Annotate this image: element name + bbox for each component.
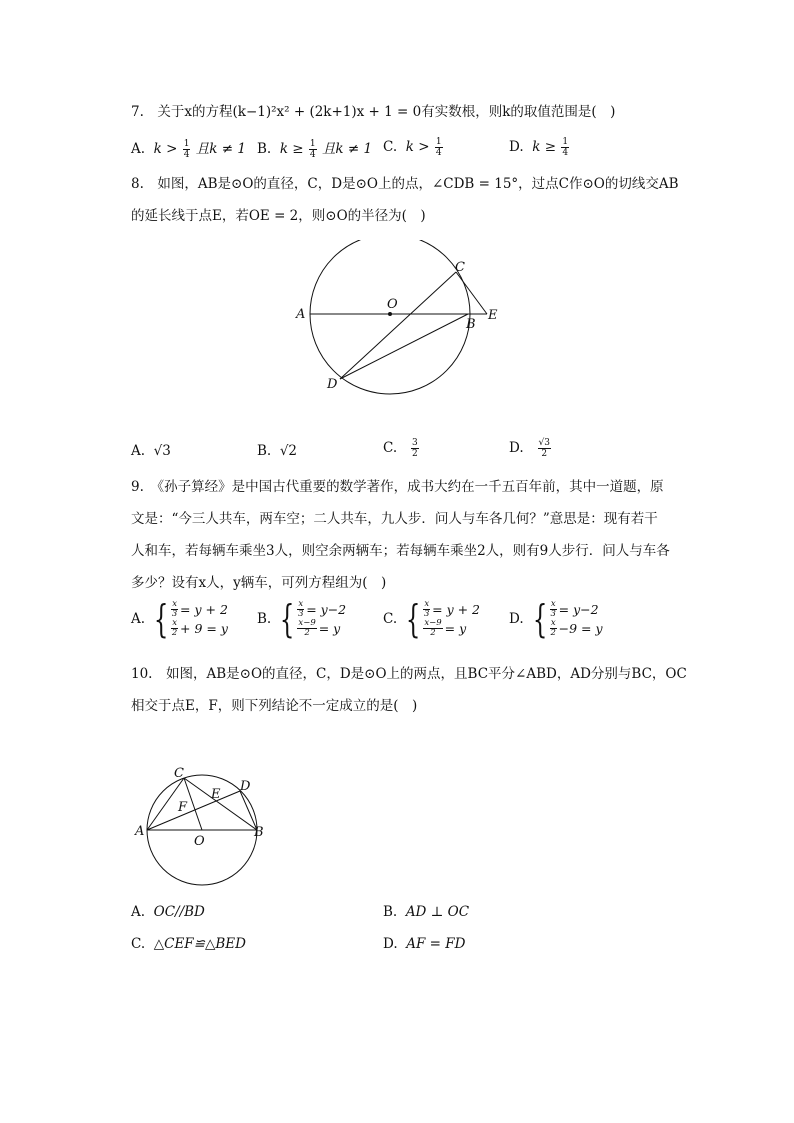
- q10-label-O: O: [194, 834, 205, 849]
- q9-stem-line2: 文是：“今三人共车，两车空；二人共车，九人步．问人与车各几何？”意思是：现有若干: [131, 511, 658, 527]
- q10-stem-line2: 相交于点E，F，则下列结论不一定成立的是( ): [131, 698, 418, 714]
- q7-option-a: A. k > $\frac{1}{4}$ 且k ≠ 1: [131, 139, 246, 160]
- q8-label-D: D: [327, 377, 338, 392]
- q8-option-b: B. √2: [257, 443, 298, 459]
- q8-option-d: D. $\frac{√3}{2}$: [509, 438, 550, 459]
- q8-figure: [290, 240, 510, 400]
- q10-figure: [128, 762, 278, 892]
- q7-option-c: C. k > $\frac{1}{4}$: [383, 137, 442, 158]
- q10-stem-line1: 10. 如图，AB是⊙O的直径，C，D是⊙O上的两点，且BC平分∠ABD，AD分别与BC，OC: [131, 666, 687, 682]
- q9-stem-line1: 9. 《孙子算经》是中国古代重要的数学著作，成书大约在一千五百年前，其中一道题，原: [131, 479, 664, 495]
- q8-label-B: B: [466, 317, 476, 332]
- q8-label-C: C: [455, 260, 465, 275]
- q8-circle: [310, 240, 470, 394]
- q10-label-E: E: [211, 787, 221, 802]
- q10-label-A: A: [135, 824, 145, 839]
- q8-line-DB: [340, 314, 468, 379]
- q8-label-A: A: [296, 307, 306, 322]
- q10-label-D: D: [240, 779, 251, 794]
- q8-center-dot: [388, 312, 392, 316]
- q9-option-d: D. { $\frac{x}{3}$ = y−2 x 2 −9 = y: [509, 597, 603, 641]
- q8-line-DC: [340, 272, 456, 379]
- q9-option-c: C. { $\frac{x}{3}$ = y + 2 $\frac{x-9}{2}$ = y: [383, 597, 481, 641]
- q8-option-a: A. √3: [131, 443, 171, 459]
- q9-option-a: A. { $\frac{x}{3}$ = y + 2 x 2 + 9 = y: [131, 597, 228, 641]
- q8-stem-line2: 的延长线于点E，若OE = 2，则⊙O的半径为( ): [131, 208, 426, 224]
- q10-label-F: F: [178, 800, 188, 815]
- q8-line-CE: [456, 272, 487, 314]
- q10-option-c: C. △CEF≌△BED: [131, 936, 246, 952]
- q9-stem-line3: 人和车，若每辆车乘坐3人，则空余两辆车；若每辆车乘坐2人，则有9人步行．问人与车各: [131, 543, 670, 559]
- q8-option-c: C. $\frac{3}{2}$: [383, 438, 418, 459]
- q10-option-a: A. OC//BD: [131, 904, 205, 920]
- q10-label-C: C: [174, 766, 184, 781]
- q9-stem-line4: 多少？设有x人，y辆车，可列方程组为( ): [131, 575, 387, 591]
- q8-label-O: O: [387, 297, 398, 312]
- q10-label-B: B: [254, 825, 264, 840]
- q10-option-d: D. AF = FD: [383, 936, 466, 952]
- q9-option-b: B. { $\frac{x}{3}$ = y−2 $\frac{x-9}{2}$ = y: [257, 597, 347, 641]
- q10-option-b: B. AD ⊥ OC: [383, 904, 470, 920]
- q8-stem-line1: 8. 如图，AB是⊙O的直径，C，D是⊙O上的点，∠CDB = 15°，过点C作⊙O的切线交AB: [131, 176, 679, 192]
- q7-option-d: D. k ≥ $\frac{1}{4}$: [509, 137, 569, 158]
- q7-stem: 7. 关于x的方程(k−1)²x² + (2k+1)x + 1 = 0有实数根，则k的取值范围是( ): [131, 104, 616, 120]
- q8-label-E: E: [488, 308, 498, 323]
- q7-option-b: B. k ≥ $\frac{1}{4}$ 且k ≠ 1: [257, 139, 373, 160]
